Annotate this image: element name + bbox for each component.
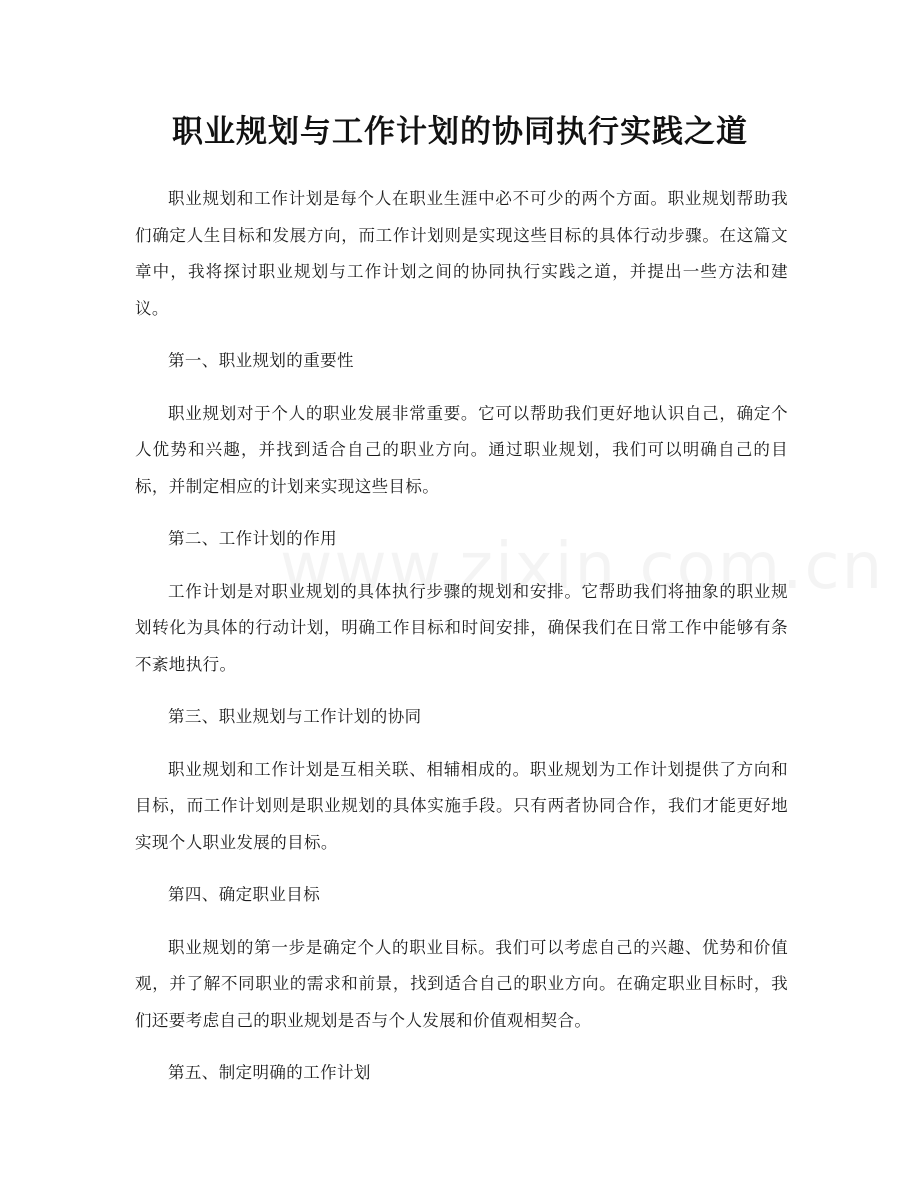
section-heading-4: 第四、确定职业目标 [168, 885, 321, 904]
document-title: 职业规划与工作计划的协同执行实践之道 [172, 114, 748, 150]
document-body [135, 181, 788, 1108]
section-heading-3: 第三、职业规划与工作计划的协同 [168, 707, 422, 726]
intro-paragraph: 职业规划和工作计划是每个人在职业生涯中必不可少的两个方面。职业规划帮助我们确定人生目标和发展方向，而工作计划则是实现这些目标的具体行动步骤。在这篇文章中，我将探讨职业规划与工作计划之间的协同执行实践之道，并提出一些方法和建议。 [135, 189, 788, 318]
section-heading-1: 第一、职业规划的重要性 [168, 351, 354, 370]
section-paragraph-4: 职业规划的第一步是确定个人的职业目标。我们可以考虑自己的兴趣、优势和价值观，并了解不同职业的需求和前景，找到适合自己的职业方向。在确定职业目标时，我们还要考虑自己的职业规划是否与个人发展和价值观相契合。 [135, 937, 788, 1030]
section-paragraph-2: 工作计划是对职业规划的具体执行步骤的规划和安排。它帮助我们将抽象的职业规划转化为具体的行动计划，明确工作目标和时间安排，确保我们在日常工作中能够有条不紊地执行。 [135, 581, 788, 674]
section-paragraph-3: 职业规划和工作计划是互相关联、相辅相成的。职业规划为工作计划提供了方向和目标，而工作计划则是职业规划的具体实施手段。只有两者协同合作，我们才能更好地实现个人职业发展的目标。 [135, 759, 788, 852]
section-heading-2: 第二、工作计划的作用 [168, 529, 337, 548]
section-paragraph-1: 职业规划对于个人的职业发展非常重要。它可以帮助我们更好地认识自己，确定个人优势和兴趣，并找到适合自己的职业方向。通过职业规划，我们可以明确自己的目标，并制定相应的计划来实现这些目标。 [135, 403, 788, 496]
section-heading-5: 第五、制定明确的工作计划 [168, 1063, 371, 1082]
